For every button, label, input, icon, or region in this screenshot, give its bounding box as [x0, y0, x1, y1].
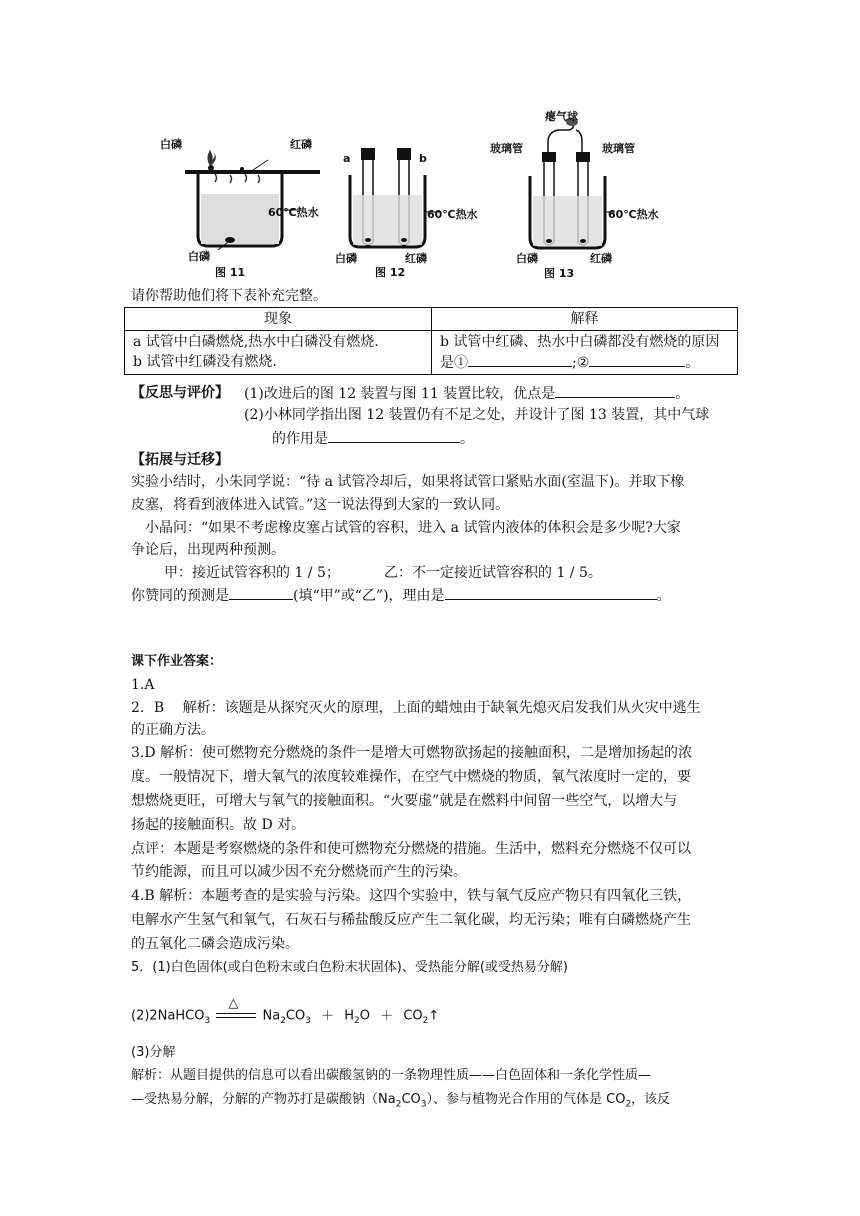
extension-p1b: 皮塞，将看到液体进入试管。”这一说法得到大家的一致认同。 [131, 497, 510, 513]
answer-3b: 度。一般情况下，增大氧气的浓度较难操作，在空气中燃烧的物质，氧气浓度时一定的，要 [131, 769, 691, 785]
answer-blank-2[interactable] [589, 352, 685, 367]
fig13-caption: 图 13 [544, 267, 575, 280]
fig13-label-red-phosphorus: 红磷 [590, 252, 612, 265]
intro-text: 请你帮助他们将下表补充完整。 [131, 288, 327, 304]
extension-title: 【拓展与迁移】 [131, 452, 229, 468]
equation-product-h: H [344, 1008, 355, 1024]
explanation-sep: ;② [572, 355, 590, 371]
table-header-explanation: 解释 [432, 308, 738, 331]
answer-5-explanation: 解析：从题目提供的信息可以看出碳酸氢钠的一条物理性质——白色固体和一条化学性质— [131, 1068, 652, 1083]
answer-2: 2．B 解析：该题是从探究灭火的原理，上面的蜡烛由于缺氧先熄灭启发我们从火灾中逃生 [131, 700, 701, 716]
fig11-label-white-phosphorus-bottom: 白磷 [188, 250, 210, 263]
table-cell-explanation [432, 331, 738, 375]
chemical-equation [131, 996, 440, 1031]
figure-12 [335, 140, 505, 280]
equation-product-co2: CO [403, 1008, 423, 1024]
answer-5-3: (3)分解 [131, 1045, 176, 1060]
prediction-yi: 乙：不一定接近试管容积的 1 / 5。 [384, 565, 602, 581]
observation-table [124, 307, 738, 375]
reflection-q2b [272, 428, 474, 449]
equation-product-co: CO [285, 1008, 306, 1024]
fig12-caption: 图 12 [375, 266, 406, 279]
heat-triangle: △ [228, 996, 239, 1011]
fig13-label-water: 60℃热水 [608, 208, 659, 221]
equation-reactant-sub: 3 [204, 1016, 211, 1027]
figure-11 [160, 128, 330, 278]
answer-4b: 电解水产生氢气和氧气，石灰石与稀盐酸反应产生二氧化碳，均无污染；唯有白磷燃烧产生 [131, 912, 691, 928]
exp-b1: —受热易分解，分解的产物苏打是碳酸钠（Na [131, 1092, 396, 1107]
answer-3d: 扬起的接触面积。故 D 对。 [131, 817, 306, 833]
table-header-phenomenon: 现象 [125, 308, 432, 331]
fig11-label-white-phosphorus: 白磷 [160, 138, 182, 151]
reflection-q1-end: 。 [675, 386, 690, 402]
reflection-q2b-end: 。 [460, 431, 474, 447]
exp-b3: ）、参与植物光合作用的气体是 CO [426, 1092, 626, 1107]
answer-blank-choice[interactable] [229, 585, 293, 600]
reflection-q1-text: (1)改进后的图 12 装置与图 11 装置比较，优点是 [244, 386, 556, 402]
equation-heat-sign [214, 996, 258, 1026]
reflection-title: 【反思与评价】 [131, 385, 229, 401]
answer-4c: 的五氧化二磷会造成污染。 [131, 936, 299, 952]
answer-5-explanation-b [131, 1090, 670, 1115]
fig11-label-water: 60℃热水 [268, 206, 319, 219]
phenomenon-line-1: a 试管中白磷燃烧,热水中白磷没有燃烧. [133, 334, 379, 350]
extension-p1: 实验小结时，小朱同学说：“待 a 试管冷却后，如果将试管口紧贴水面(室温下)。并取下橡 [131, 474, 685, 490]
extension-question [131, 585, 671, 606]
equation-sub: 3 [305, 1016, 311, 1027]
fig12-label-b: b [419, 152, 427, 165]
answer-4: 4.B 解析：本题考查的是实验与污染。这四个实验中，铁与氧气反应产物只有四氧化三铁， [131, 888, 692, 904]
answer-blank-1[interactable] [468, 352, 572, 367]
equation-reactant: (2)2NaHCO [131, 1008, 205, 1024]
exp-b4: ，该反 [631, 1092, 671, 1107]
answer-blank-reason[interactable] [445, 585, 657, 600]
equation-sub: 2 [422, 1016, 429, 1027]
answer-1: 1.A [131, 677, 155, 693]
answers-title: 课下作业答案： [131, 654, 223, 669]
phenomenon-line-2: b 试管中红磷没有燃烧. [133, 354, 277, 370]
table-cell-phenomenon [125, 331, 432, 375]
reflection-q2: (2)小林同学指出图 12 装置仍有不足之处，并设计了图 13 装置，其中气球 [244, 407, 710, 423]
explanation-line-2 [440, 352, 729, 373]
answer-blank-balloon[interactable] [328, 428, 460, 443]
answer-blank-advantage[interactable] [555, 383, 675, 398]
fig12-label-a: a [343, 152, 351, 165]
explanation-prefix: 是① [440, 355, 468, 371]
extension-q-prefix: 你赞同的预测是 [131, 588, 229, 604]
exp-sub: 3 [420, 1099, 427, 1110]
answer-2b: 的正确方法。 [131, 722, 215, 738]
fig12-label-red-phosphorus: 红磷 [405, 252, 427, 265]
fig13-label-white-phosphorus: 白磷 [516, 252, 538, 265]
exp-sub: 2 [395, 1099, 402, 1110]
answer-3e: 点评：本题是考察燃烧的条件和使可燃物充分燃烧的措施。生活中，燃料充分燃烧不仅可以 [131, 841, 691, 857]
explanation-line-1: b 试管中红磷、热水中白磷都没有燃烧的原因 [440, 334, 720, 350]
equation-sub: 2 [280, 1016, 286, 1027]
fig13-label-glass-left: 玻璃管 [490, 142, 523, 155]
answer-3: 3.D 解析：使可燃物充分燃烧的条件一是增大可燃物欲扬起的接触面积，二是增加扬起的浓 [131, 745, 693, 761]
equation-plus: ＋ [380, 1008, 394, 1024]
equation-plus: ＋ [321, 1008, 335, 1024]
fig12-label-water: 60℃热水 [427, 208, 478, 221]
fig11-caption: 图 11 [215, 266, 246, 279]
gas-arrow-icon: ↑ [428, 1008, 440, 1024]
figure-13 [490, 108, 670, 280]
extension-q-mid: (填“甲”或“乙”)，理由是 [293, 588, 445, 604]
reflection-q2b-text: 的作用是 [272, 431, 328, 447]
exp-b2: CO [401, 1092, 421, 1107]
prediction-jia: 甲：接近试管容积的 1 / 5； [164, 565, 340, 581]
equation-product-o: O [359, 1008, 371, 1024]
fig11-label-red-phosphorus: 红磷 [290, 138, 312, 151]
fig13-label-glass-right: 玻璃管 [602, 142, 635, 155]
explanation-end: 。 [685, 355, 700, 371]
exp-sub: 2 [625, 1099, 632, 1110]
answer-5: 5．(1)白色固体(或白色粉末或白色粉末状固体)、受热能分解(或受热易分解) [131, 960, 568, 975]
extension-p2: 小晶问：“如果不考虑橡皮塞占试管的容积，进入 a 试管内液体的体积会是多少呢?大家 [145, 520, 681, 536]
reflection-q1 [244, 383, 689, 404]
fig12-label-white-phosphorus: 白磷 [335, 252, 357, 265]
equation-sub: 2 [354, 1016, 360, 1027]
answer-3f: 节约能源，而且可以减少因不充分燃烧而产生的污染。 [131, 864, 467, 880]
equation-product-na: Na [262, 1008, 281, 1024]
answer-3c: 想燃烧更旺，可增大与氧气的接触面积。“火要虚”就是在燃料中间留一些空气，以增大与 [131, 793, 678, 809]
extension-p2b: 争论后，出现两种预测。 [131, 542, 285, 558]
fig13-label-balloon: 瘪气球 [545, 110, 578, 123]
extension-q-end: 。 [656, 588, 671, 604]
